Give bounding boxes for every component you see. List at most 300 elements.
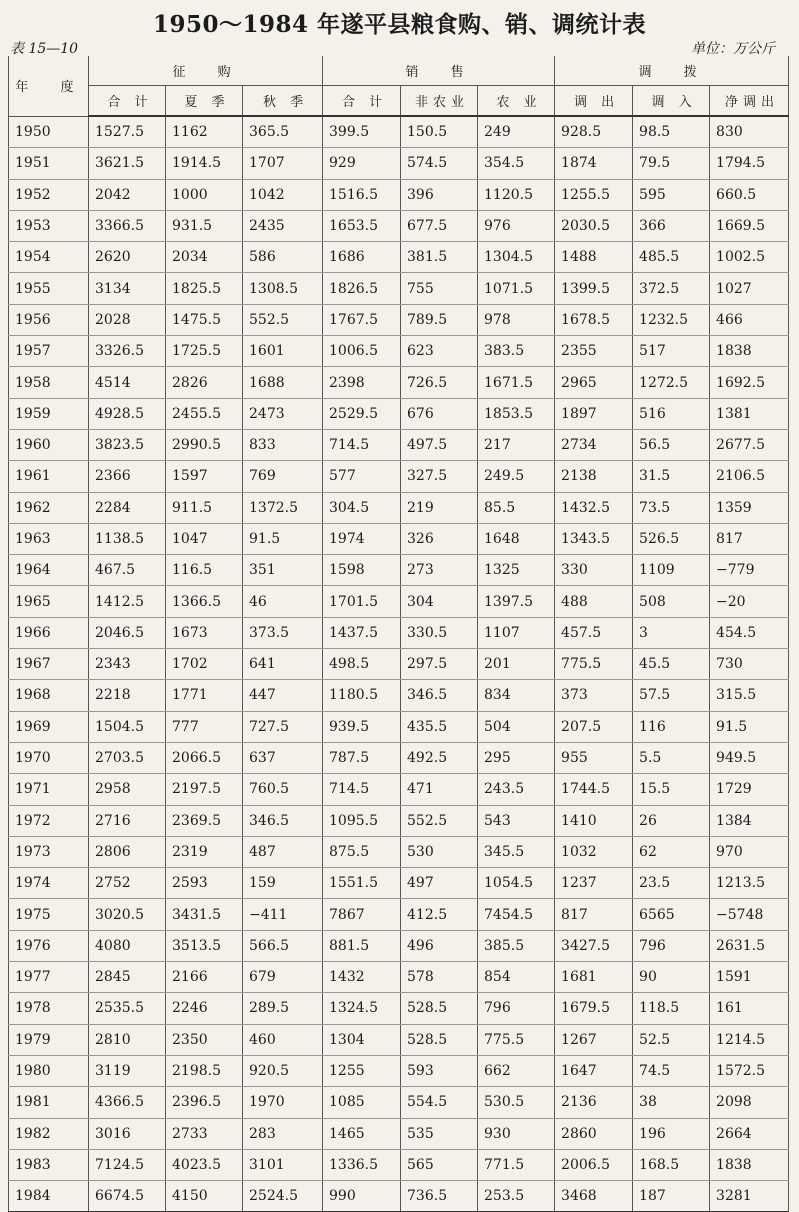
- value-cell: 679: [243, 962, 323, 993]
- value-cell: 1598: [323, 555, 401, 586]
- value-cell: 116: [633, 711, 710, 742]
- table-row: [9, 242, 789, 273]
- value-cell: 2631.5: [710, 930, 789, 961]
- table-row: [9, 742, 789, 773]
- value-cell: 3513.5: [166, 930, 243, 961]
- value-cell: 1325: [478, 555, 555, 586]
- value-cell: 1336.5: [323, 1149, 401, 1180]
- value-cell: 351: [243, 555, 323, 586]
- value-cell: 467.5: [89, 555, 166, 586]
- value-cell: 2166: [166, 962, 243, 993]
- value-cell: 116.5: [166, 555, 243, 586]
- table-row: [9, 711, 789, 742]
- table-row: [9, 210, 789, 241]
- value-cell: 574.5: [401, 148, 478, 179]
- value-cell: −20: [710, 586, 789, 617]
- value-cell: 1255.5: [555, 179, 633, 210]
- value-cell: 2028: [89, 304, 166, 335]
- year-cell: 1967: [9, 649, 89, 680]
- value-cell: 1504.5: [89, 711, 166, 742]
- value-cell: 1897: [555, 398, 633, 429]
- value-cell: 196: [633, 1118, 710, 1149]
- value-cell: 1874: [555, 148, 633, 179]
- value-cell: 2473: [243, 398, 323, 429]
- value-cell: 1410: [555, 805, 633, 836]
- value-cell: 830: [710, 116, 789, 148]
- value-cell: 1794.5: [710, 148, 789, 179]
- table-row: [9, 930, 789, 961]
- value-cell: 2046.5: [89, 617, 166, 648]
- value-cell: 920.5: [243, 1055, 323, 1086]
- value-cell: 2355: [555, 336, 633, 367]
- value-cell: 2098: [710, 1087, 789, 1118]
- value-cell: 399.5: [323, 116, 401, 148]
- value-cell: 366: [633, 210, 710, 241]
- value-cell: 1180.5: [323, 680, 401, 711]
- value-cell: 492.5: [401, 742, 478, 773]
- year-cell: 1952: [9, 179, 89, 210]
- value-cell: 1032: [555, 836, 633, 867]
- value-cell: 1085: [323, 1087, 401, 1118]
- value-cell: 118.5: [633, 993, 710, 1024]
- value-cell: 516: [633, 398, 710, 429]
- value-cell: 504: [478, 711, 555, 742]
- value-cell: 4514: [89, 367, 166, 398]
- value-cell: 517: [633, 336, 710, 367]
- value-cell: 1475.5: [166, 304, 243, 335]
- value-cell: 1381: [710, 398, 789, 429]
- value-cell: 637: [243, 742, 323, 773]
- value-cell: 207.5: [555, 711, 633, 742]
- value-cell: 488: [555, 586, 633, 617]
- value-cell: 161: [710, 993, 789, 1024]
- value-cell: 2677.5: [710, 429, 789, 460]
- table-row: [9, 1118, 789, 1149]
- table-row: [9, 398, 789, 429]
- year-cell: 1951: [9, 148, 89, 179]
- value-cell: 304.5: [323, 492, 401, 523]
- value-cell: 1272.5: [633, 367, 710, 398]
- value-cell: 3326.5: [89, 336, 166, 367]
- value-cell: 714.5: [323, 429, 401, 460]
- table-row: [9, 649, 789, 680]
- value-cell: 1679.5: [555, 993, 633, 1024]
- table-number: 表 15—10: [10, 41, 79, 57]
- column-header: 净调出: [710, 86, 789, 117]
- year-cell: 1962: [9, 492, 89, 523]
- value-cell: 2990.5: [166, 429, 243, 460]
- value-cell: 2198.5: [166, 1055, 243, 1086]
- value-cell: 2042: [89, 179, 166, 210]
- value-cell: 273: [401, 555, 478, 586]
- value-cell: 677.5: [401, 210, 478, 241]
- value-cell: 38: [633, 1087, 710, 1118]
- value-cell: 990: [323, 1181, 401, 1212]
- value-cell: 457.5: [555, 617, 633, 648]
- value-cell: 1324.5: [323, 993, 401, 1024]
- value-cell: 1054.5: [478, 868, 555, 899]
- table-row: [9, 429, 789, 460]
- value-cell: 1488: [555, 242, 633, 273]
- value-cell: 978: [478, 304, 555, 335]
- value-cell: 2529.5: [323, 398, 401, 429]
- value-cell: 528.5: [401, 1024, 478, 1055]
- column-header: 农 业: [478, 86, 555, 117]
- value-cell: 2435: [243, 210, 323, 241]
- table-row: [9, 586, 789, 617]
- value-cell: 219: [401, 492, 478, 523]
- value-cell: 1725.5: [166, 336, 243, 367]
- value-cell: 730: [710, 649, 789, 680]
- value-cell: 297.5: [401, 649, 478, 680]
- value-cell: 3823.5: [89, 429, 166, 460]
- value-cell: 1601: [243, 336, 323, 367]
- value-cell: 2066.5: [166, 742, 243, 773]
- value-cell: 7867: [323, 899, 401, 930]
- value-cell: 315.5: [710, 680, 789, 711]
- year-cell: 1950: [9, 116, 89, 148]
- value-cell: 714.5: [323, 774, 401, 805]
- value-cell: 1138.5: [89, 523, 166, 554]
- value-cell: 796: [478, 993, 555, 1024]
- value-cell: 4080: [89, 930, 166, 961]
- table-row: [9, 555, 789, 586]
- value-cell: 79.5: [633, 148, 710, 179]
- value-cell: 330.5: [401, 617, 478, 648]
- table-body: [9, 116, 789, 1212]
- value-cell: 412.5: [401, 899, 478, 930]
- value-cell: 928.5: [555, 116, 633, 148]
- table-row: [9, 993, 789, 1024]
- column-header: 非农业: [401, 86, 478, 117]
- value-cell: 52.5: [633, 1024, 710, 1055]
- value-cell: 2958: [89, 774, 166, 805]
- value-cell: 283: [243, 1118, 323, 1149]
- value-cell: 3020.5: [89, 899, 166, 930]
- value-cell: 760.5: [243, 774, 323, 805]
- value-cell: 2246: [166, 993, 243, 1024]
- value-cell: 1853.5: [478, 398, 555, 429]
- value-cell: 3: [633, 617, 710, 648]
- value-cell: 2030.5: [555, 210, 633, 241]
- value-cell: 330: [555, 555, 633, 586]
- value-cell: 1002.5: [710, 242, 789, 273]
- table-row: [9, 1149, 789, 1180]
- value-cell: 2034: [166, 242, 243, 273]
- unit-label: 单位：万公斤: [691, 41, 775, 57]
- value-cell: 45.5: [633, 649, 710, 680]
- value-cell: 1071.5: [478, 273, 555, 304]
- value-cell: 755: [401, 273, 478, 304]
- value-cell: 955: [555, 742, 633, 773]
- value-cell: 85.5: [478, 492, 555, 523]
- year-cell: 1974: [9, 868, 89, 899]
- value-cell: 1465: [323, 1118, 401, 1149]
- value-cell: 4366.5: [89, 1087, 166, 1118]
- value-cell: 460: [243, 1024, 323, 1055]
- value-cell: 373.5: [243, 617, 323, 648]
- value-cell: 854: [478, 962, 555, 993]
- value-cell: 4928.5: [89, 398, 166, 429]
- value-cell: 435.5: [401, 711, 478, 742]
- value-cell: 789.5: [401, 304, 478, 335]
- value-cell: 498.5: [323, 649, 401, 680]
- value-cell: 1397.5: [478, 586, 555, 617]
- value-cell: 2524.5: [243, 1181, 323, 1212]
- value-cell: 2396.5: [166, 1087, 243, 1118]
- table-row: [9, 1024, 789, 1055]
- value-cell: 4023.5: [166, 1149, 243, 1180]
- value-cell: 1744.5: [555, 774, 633, 805]
- value-cell: 970: [710, 836, 789, 867]
- table-row: [9, 868, 789, 899]
- value-cell: 346.5: [243, 805, 323, 836]
- value-cell: 168.5: [633, 1149, 710, 1180]
- value-cell: 289.5: [243, 993, 323, 1024]
- value-cell: 1970: [243, 1087, 323, 1118]
- value-cell: 535: [401, 1118, 478, 1149]
- value-cell: 373: [555, 680, 633, 711]
- value-cell: 2343: [89, 649, 166, 680]
- value-cell: 1647: [555, 1055, 633, 1086]
- value-cell: 1432.5: [555, 492, 633, 523]
- value-cell: 2752: [89, 868, 166, 899]
- value-cell: 345.5: [478, 836, 555, 867]
- value-cell: 2535.5: [89, 993, 166, 1024]
- value-cell: 578: [401, 962, 478, 993]
- value-cell: 526.5: [633, 523, 710, 554]
- group-header-transfer: 调 拨: [555, 56, 789, 86]
- value-cell: 3366.5: [89, 210, 166, 241]
- value-cell: 159: [243, 868, 323, 899]
- value-cell: 1551.5: [323, 868, 401, 899]
- year-cell: 1957: [9, 336, 89, 367]
- value-cell: 1107: [478, 617, 555, 648]
- value-cell: 2845: [89, 962, 166, 993]
- value-cell: 2806: [89, 836, 166, 867]
- value-cell: 775.5: [478, 1024, 555, 1055]
- table-row: [9, 367, 789, 398]
- value-cell: 769: [243, 461, 323, 492]
- value-cell: 1516.5: [323, 179, 401, 210]
- value-cell: 976: [478, 210, 555, 241]
- value-cell: 3119: [89, 1055, 166, 1086]
- value-cell: 1162: [166, 116, 243, 148]
- value-cell: 1232.5: [633, 304, 710, 335]
- value-cell: 454.5: [710, 617, 789, 648]
- year-cell: 1976: [9, 930, 89, 961]
- year-cell: 1978: [9, 993, 89, 1024]
- value-cell: 91.5: [243, 523, 323, 554]
- table-row: [9, 492, 789, 523]
- table-row: [9, 116, 789, 148]
- table-row: [9, 336, 789, 367]
- table-row: [9, 836, 789, 867]
- year-cell: 1963: [9, 523, 89, 554]
- value-cell: 249.5: [478, 461, 555, 492]
- year-cell: 1975: [9, 899, 89, 930]
- value-cell: 7454.5: [478, 899, 555, 930]
- table-row: [9, 805, 789, 836]
- value-cell: 566.5: [243, 930, 323, 961]
- value-cell: 354.5: [478, 148, 555, 179]
- value-cell: 2734: [555, 429, 633, 460]
- column-header: 合 计: [323, 86, 401, 117]
- value-cell: 56.5: [633, 429, 710, 460]
- year-cell: 1955: [9, 273, 89, 304]
- value-cell: 3016: [89, 1118, 166, 1149]
- value-cell: 777: [166, 711, 243, 742]
- value-cell: 2810: [89, 1024, 166, 1055]
- value-cell: 201: [478, 649, 555, 680]
- value-cell: 1653.5: [323, 210, 401, 241]
- value-cell: 487: [243, 836, 323, 867]
- year-cell: 1953: [9, 210, 89, 241]
- year-cell: 1981: [9, 1087, 89, 1118]
- year-cell: 1964: [9, 555, 89, 586]
- year-cell: 1982: [9, 1118, 89, 1149]
- value-cell: 346.5: [401, 680, 478, 711]
- value-cell: 2136: [555, 1087, 633, 1118]
- value-cell: 1095.5: [323, 805, 401, 836]
- value-cell: 249: [478, 116, 555, 148]
- year-cell: 1965: [9, 586, 89, 617]
- value-cell: 396: [401, 179, 478, 210]
- value-cell: 3281: [710, 1181, 789, 1212]
- value-cell: 2620: [89, 242, 166, 273]
- value-cell: 949.5: [710, 742, 789, 773]
- value-cell: 1914.5: [166, 148, 243, 179]
- year-cell: 1977: [9, 962, 89, 993]
- value-cell: 327.5: [401, 461, 478, 492]
- value-cell: 1366.5: [166, 586, 243, 617]
- value-cell: 3621.5: [89, 148, 166, 179]
- value-cell: 771.5: [478, 1149, 555, 1180]
- value-cell: 875.5: [323, 836, 401, 867]
- value-cell: 593: [401, 1055, 478, 1086]
- value-cell: 2703.5: [89, 742, 166, 773]
- value-cell: 6565: [633, 899, 710, 930]
- table-row: [9, 1087, 789, 1118]
- value-cell: 660.5: [710, 179, 789, 210]
- value-cell: 1372.5: [243, 492, 323, 523]
- value-cell: 3101: [243, 1149, 323, 1180]
- value-cell: 528.5: [401, 993, 478, 1024]
- value-cell: 15.5: [633, 774, 710, 805]
- value-cell: 577: [323, 461, 401, 492]
- value-cell: 73.5: [633, 492, 710, 523]
- value-cell: 2455.5: [166, 398, 243, 429]
- value-cell: 552.5: [401, 805, 478, 836]
- value-cell: 726.5: [401, 367, 478, 398]
- value-cell: 1688: [243, 367, 323, 398]
- year-cell: 1959: [9, 398, 89, 429]
- value-cell: 554.5: [401, 1087, 478, 1118]
- table-row: [9, 461, 789, 492]
- value-cell: 1399.5: [555, 273, 633, 304]
- year-cell: 1961: [9, 461, 89, 492]
- value-cell: 939.5: [323, 711, 401, 742]
- value-cell: 1047: [166, 523, 243, 554]
- value-cell: 4150: [166, 1181, 243, 1212]
- value-cell: 385.5: [478, 930, 555, 961]
- value-cell: 2965: [555, 367, 633, 398]
- value-cell: 2398: [323, 367, 401, 398]
- year-header: 年 度: [9, 56, 89, 116]
- table-row: [9, 304, 789, 335]
- value-cell: 1692.5: [710, 367, 789, 398]
- value-cell: 326: [401, 523, 478, 554]
- value-cell: 1838: [710, 1149, 789, 1180]
- value-cell: 62: [633, 836, 710, 867]
- value-cell: 2006.5: [555, 1149, 633, 1180]
- value-cell: 2366: [89, 461, 166, 492]
- year-cell: 1984: [9, 1181, 89, 1212]
- value-cell: 90: [633, 962, 710, 993]
- value-cell: 57.5: [633, 680, 710, 711]
- value-cell: 1527.5: [89, 116, 166, 148]
- value-cell: 243.5: [478, 774, 555, 805]
- value-cell: 676: [401, 398, 478, 429]
- value-cell: 471: [401, 774, 478, 805]
- column-header: 合 计: [89, 86, 166, 117]
- value-cell: 595: [633, 179, 710, 210]
- value-cell: 1432: [323, 962, 401, 993]
- value-cell: 447: [243, 680, 323, 711]
- value-cell: 1255: [323, 1055, 401, 1086]
- year-cell: 1972: [9, 805, 89, 836]
- value-cell: 1359: [710, 492, 789, 523]
- value-cell: 1042: [243, 179, 323, 210]
- value-cell: 497: [401, 868, 478, 899]
- column-header: 秋 季: [243, 86, 323, 117]
- value-cell: 736.5: [401, 1181, 478, 1212]
- value-cell: 1000: [166, 179, 243, 210]
- year-cell: 1966: [9, 617, 89, 648]
- value-cell: 1343.5: [555, 523, 633, 554]
- value-cell: 727.5: [243, 711, 323, 742]
- value-cell: 1669.5: [710, 210, 789, 241]
- table-row: [9, 899, 789, 930]
- table-row: [9, 148, 789, 179]
- value-cell: 1729: [710, 774, 789, 805]
- value-cell: 931.5: [166, 210, 243, 241]
- value-cell: 1678.5: [555, 304, 633, 335]
- year-cell: 1971: [9, 774, 89, 805]
- year-cell: 1970: [9, 742, 89, 773]
- value-cell: 1437.5: [323, 617, 401, 648]
- year-cell: 1956: [9, 304, 89, 335]
- value-cell: 1825.5: [166, 273, 243, 304]
- value-cell: 543: [478, 805, 555, 836]
- value-cell: 1572.5: [710, 1055, 789, 1086]
- value-cell: 1707: [243, 148, 323, 179]
- year-cell: 1979: [9, 1024, 89, 1055]
- value-cell: 3134: [89, 273, 166, 304]
- value-cell: 1681: [555, 962, 633, 993]
- value-cell: 911.5: [166, 492, 243, 523]
- table-row: [9, 273, 789, 304]
- table-row: [9, 1055, 789, 1086]
- value-cell: 295: [478, 742, 555, 773]
- value-cell: 586: [243, 242, 323, 273]
- value-cell: 1591: [710, 962, 789, 993]
- value-cell: 372.5: [633, 273, 710, 304]
- value-cell: 775.5: [555, 649, 633, 680]
- value-cell: 1838: [710, 336, 789, 367]
- value-cell: 1213.5: [710, 868, 789, 899]
- value-cell: 834: [478, 680, 555, 711]
